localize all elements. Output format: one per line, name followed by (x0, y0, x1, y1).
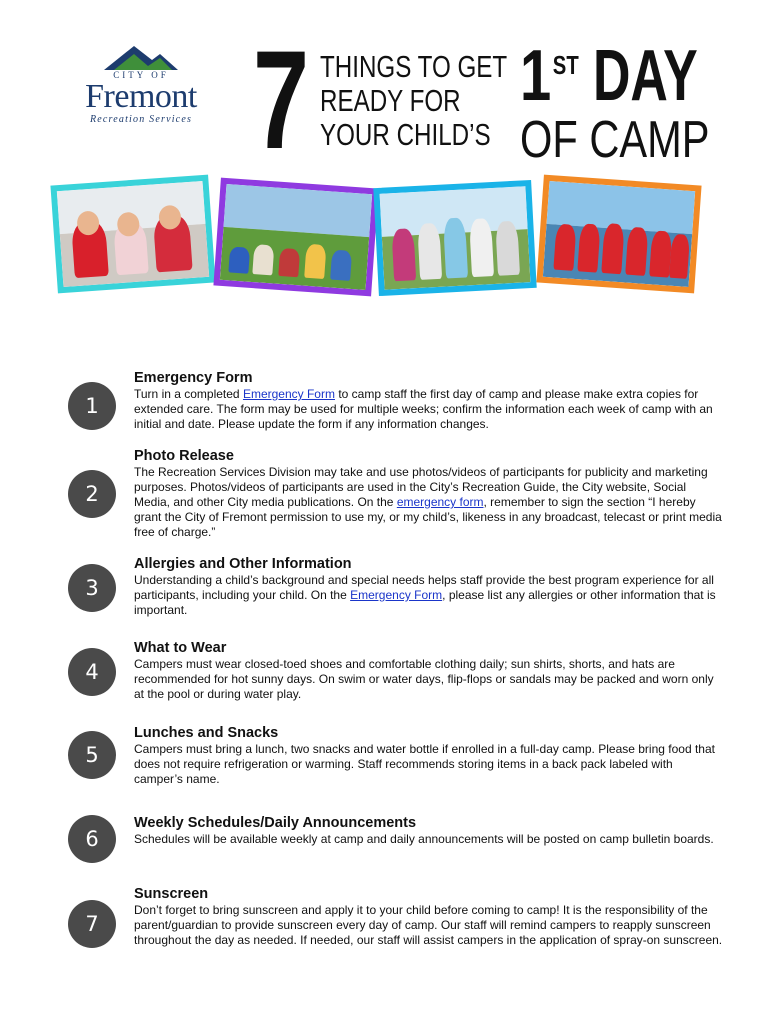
logo-subtitle-text: Recreation Services (89, 114, 193, 125)
number-circle: 4 (68, 648, 116, 696)
item-body: Campers must bring a lunch, two snacks and water bottle if enrolled in a full-day camp. Please bring food that does not require refrigeration or warming. Staff recommends storing items in a back pack labeled with camper’s name. (134, 742, 715, 786)
item-title: Emergency Form (134, 370, 253, 386)
camp-photo-3 (373, 180, 536, 296)
item-body: Turn in a completed Emergency Form to camp staff the first day of camp and please make extra copies for extended care. The form may be used for multiple weeks; confirm the information each week of camp with an initial and date. Please update the form if any information changes. (134, 387, 713, 431)
city-of-fremont-logo (66, 44, 216, 124)
title-first-suffix: ST (552, 50, 579, 80)
item-title: Lunches and Snacks (134, 725, 279, 741)
camp-photo-1 (50, 175, 215, 294)
emergency-form-link[interactable]: Emergency Form (350, 588, 443, 602)
title-line-1: THINGS TO GET (320, 49, 508, 84)
logo-city-text: CITY OF (113, 70, 169, 80)
logo-name-text: Fremont (85, 78, 197, 115)
title-first: 1ST (520, 36, 579, 116)
title-day: DAY (593, 36, 698, 116)
item-title: What to Wear (134, 640, 227, 656)
number-circle: 7 (68, 900, 116, 948)
title-of-camp: OF CAMP (520, 111, 710, 169)
number-circle: 1 (68, 382, 116, 430)
camp-photo-2 (213, 178, 378, 297)
emergency-form-link[interactable]: Emergency Form (242, 387, 335, 401)
number-circle: 5 (68, 731, 116, 779)
emergency-form-link[interactable]: emergency form (396, 495, 484, 509)
title-line-3: YOUR CHILD’S (320, 117, 491, 152)
camp-photo-4 (536, 175, 701, 294)
number-circle: 2 (68, 470, 116, 518)
item-body: Understanding a child’s background and special needs helps staff provide the best program experience for all participants, including your child. On the Emergency Form, please list any allergies or other information that is important. (134, 573, 716, 617)
mountain-logo-icon (104, 44, 178, 70)
item-body: Don’t forget to bring sunscreen and apply it to your child before coming to camp! It is the responsibility of the parent/guardian to provide sunscreen every day of camp. Our staff will remind campers to reapply sunscreen throughout the day as needed. If needed, our staff will assist campers in the application of spray-on sunscreen. (134, 903, 723, 947)
item-title: Sunscreen (134, 886, 209, 902)
number-circle: 6 (68, 815, 116, 863)
item-body: The Recreation Services Division may take and use photos/videos of participants for publicity and marketing purposes. Photos/videos of participants are used in the City’s Recreation Guide, the City website, Social Media, and other City media publications. On the emergency form, remember to sign the section “I hereby grant the City of Fremont permission to use my, or my child’s, likeness in any broadcast, telecast or print media free of charge.” (134, 465, 722, 539)
title-number: 7 (253, 21, 310, 178)
item-body: Schedules will be available weekly at camp and daily announcements will be posted on camp bulletin boards. (134, 832, 714, 846)
title-line-2: READY FOR (320, 83, 461, 118)
item-title: Photo Release (134, 448, 234, 464)
item-body: Campers must wear closed-toed shoes and comfortable clothing daily; sun shirts, shorts, and hats are recommended for hot sunny days. On swim or water days, flip-flops or sandals may be packed and worn only at the pool or during water play. (134, 657, 714, 701)
item-title: Allergies and Other Information (134, 556, 352, 572)
number-circle: 3 (68, 564, 116, 612)
item-title: Weekly Schedules/Daily Announcements (134, 815, 417, 831)
